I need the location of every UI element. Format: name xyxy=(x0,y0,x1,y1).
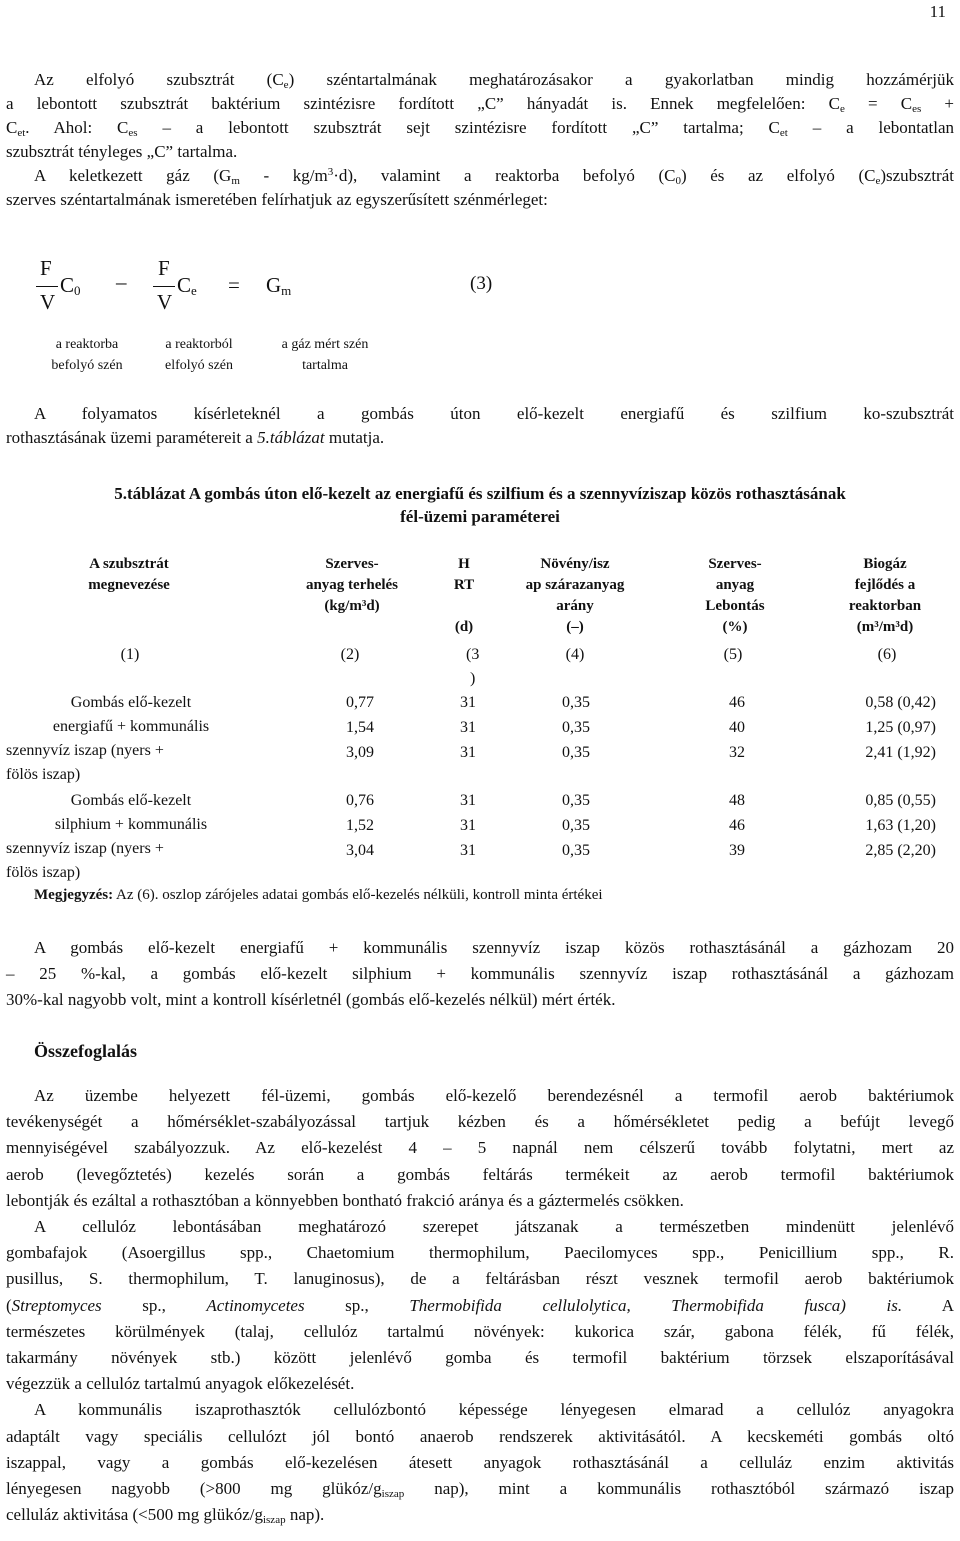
summary-line: takarmány növények stb.) között jelenlévő gomba és termofil baktérium törzsek elszaporításával xyxy=(6,1348,954,1368)
results-paragraph xyxy=(6,935,954,1013)
c0-symbol: $C_0$ xyxy=(60,273,81,298)
intro-line-5: A keletkezett gáz $(G_m - kg/m^3\cdot d)$, valamint a reaktorba befolyó $(C_0)$ és az elfolyó $(C_e)szubsztrát$ xyxy=(34,166,954,187)
cell-biogas: 1,25 (0,97) xyxy=(865,719,936,736)
equation-block xyxy=(0,256,960,386)
summary-line: A kommunális iszaprothasztók cellulózbontó képessége lényegesen elmarad a cellulóz anyagokra xyxy=(34,1400,954,1420)
label-inflow-carbon: a reaktorba befolyó szén xyxy=(51,337,123,373)
cell-organic-load: 1,52 xyxy=(346,817,374,834)
cell-degradation: 39 xyxy=(729,842,745,859)
cell-ratio: 0,35 xyxy=(562,719,590,736)
para2-line-2: rothasztásának üzemi paramétereit a 5.táblázat mutatja. xyxy=(6,428,385,447)
group2-substrate-name: Gombás elő-kezelt silphium + kommunális szennyvíz iszap (nyers + fölös iszap) xyxy=(6,792,208,881)
summary-line: gombafajok (Asoergillus spp., Chaetomium thermophilum, Paecilomyces spp., Penicillium spp., R. xyxy=(6,1243,954,1263)
summary-line: Az üzembe helyezett fél-üzemi, gombás elő-kezelő berendezésnél a termofil aerob baktériumok xyxy=(34,1086,954,1105)
cell-biogas: 2,41 (1,92) xyxy=(865,744,936,761)
cell-ratio: 0,35 xyxy=(562,792,590,809)
cell-ratio: 0,35 xyxy=(562,694,590,711)
intro-line-6: szerves széntartalmának ismeretében felírhatjuk az egyszerűsített szénmérleget: xyxy=(6,190,548,209)
summary-line: tevékenységét a hőmérséklet-szabályozással tartjuk kézben és a hőmérsékletet pedig a befújt levegő xyxy=(6,1112,954,1132)
cell-biogas: 0,85 (0,55) xyxy=(865,792,936,809)
table-group-energy-grass xyxy=(0,691,960,791)
table-reference-paragraph xyxy=(6,402,954,450)
para3-line-3: 30%-kal nagyobb volt, mint a kontroll kísérletnél (gombás elő-kezelés nélkül) mért érték. xyxy=(6,990,616,1009)
cell-ratio: 0,35 xyxy=(562,842,590,859)
group1-substrate-name: Gombás elő-kezelt energiafű + kommunális szennyvíz iszap (nyers + fölös iszap) xyxy=(6,694,210,783)
cell-hrt: 31 xyxy=(460,719,476,736)
fraction-1-numerator: F xyxy=(40,256,52,280)
fraction-1-bar xyxy=(36,286,58,287)
col-num-1: (1) xyxy=(120,646,140,663)
col-num-4: (4) xyxy=(565,646,585,663)
summary-line-species: (Streptomyces sp., Actinomycetes sp., Thermobifida cellulolytica, Thermobifida fusca) is. A xyxy=(6,1295,955,1315)
cell-biogas: 2,85 (2,20) xyxy=(865,842,936,859)
cell-degradation: 40 xyxy=(729,719,745,736)
table-caption: 5.táblázat A gombás úton elő-kezelt az energiafű és szilfium és a szennyvíziszap közös rothasztásának fél-üzemi paraméterei xyxy=(114,484,846,526)
cell-ratio: 0,35 xyxy=(562,744,590,761)
gm-symbol: $G_m$ xyxy=(266,273,292,298)
cell-degradation: 46 xyxy=(729,694,745,711)
summary-line: aerob (levegőztetés) kezelés során a gombás feltárás termékeit az aerob termofil baktériumok xyxy=(6,1164,954,1184)
col-num-3: (3 xyxy=(466,646,480,663)
cell-hrt: 31 xyxy=(460,744,476,761)
intro-line-2: a lebontott szubsztrát baktérium szintézisre fordított „C” hányadát is. Ennek megfelelően: $C_e = C_{es}$ + xyxy=(6,94,954,115)
table-group-silphium xyxy=(0,789,960,889)
summary-body xyxy=(6,1083,954,1528)
summary-line: mennyiségével szabályozzuk. Az elő-kezelést 4 – 5 napnál nem célszerű tovább folytatni, mert az xyxy=(6,1138,954,1158)
summary-line-activity-1: lényegesen nagyobb (>800 mg glükóz/$g_{iszap}$ nap), mint a kommunális rothasztóból származó iszap xyxy=(6,1479,955,1501)
cell-hrt: 31 xyxy=(460,694,476,711)
cell-degradation: 46 xyxy=(729,817,745,834)
summary-heading: Összefoglalás xyxy=(34,1041,137,1061)
cell-organic-load: 0,76 xyxy=(346,792,374,809)
fraction-1-denominator: V xyxy=(40,290,56,314)
summary-line: pusillus, S. thermophilum, T. lanuginosus), de a feltárásban részt vesznek termofil aerob baktériumok xyxy=(6,1269,954,1289)
label-outflow-carbon: a reaktorból elfolyó szén xyxy=(164,337,234,373)
fraction-2-denominator: V xyxy=(157,290,173,314)
cell-organic-load: 3,09 xyxy=(346,744,374,761)
col-num-5: (5) xyxy=(723,646,743,663)
summary-line-activity-2: celluláz aktivitása (<500 mg glükóz/$g_{iszap}$ nap). xyxy=(6,1505,325,1527)
summary-line: adaptált vagy speciális cellulózt jól bontó anaerob rendszerek aktivitásától. A kecskeméti gombás oltó xyxy=(6,1426,954,1446)
label-gas-carbon: a gáz mért szén tartalma xyxy=(281,337,369,373)
cell-hrt: 31 xyxy=(460,842,476,859)
cell-biogas: 0,58 (0,42) xyxy=(865,694,936,711)
cell-organic-load: 0,77 xyxy=(346,694,374,711)
intro-paragraph xyxy=(6,68,954,212)
cell-degradation: 32 xyxy=(729,744,745,761)
col-num-3-close: ) xyxy=(470,670,476,687)
table-note: Megjegyzés: Az (6). oszlop zárójeles adatai gombás elő-kezelés nélküli, kontroll minta értékei xyxy=(34,887,603,903)
fraction-2-bar xyxy=(153,286,175,287)
minus-sign: – xyxy=(116,270,127,294)
col-num-2: (2) xyxy=(340,646,360,663)
cell-degradation: 48 xyxy=(729,792,745,809)
equals-sign: = xyxy=(228,273,240,297)
cell-ratio: 0,35 xyxy=(562,817,590,834)
para3-line-1: A gombás elő-kezelt energiafű + kommunális szennyvíz iszap közös rothasztásánál a gázhozam 20 xyxy=(34,938,954,957)
para2-line-1: A folyamatos kísérleteknél a gombás úton elő-kezelt energiafű és szilfium ko-szubsztrát xyxy=(34,404,954,423)
cell-hrt: 31 xyxy=(460,817,476,834)
summary-line: iszappal, vagy a gombás elő-kezelésen átesett anyagok rothasztásánál a celluláz enzim aktivitás xyxy=(6,1452,954,1472)
cell-organic-load: 1,54 xyxy=(346,719,374,736)
summary-line: természetes körülmények (talaj, cellulóz tartalmú növények: kukorica szár, gabona félék, fű félék, xyxy=(6,1321,954,1341)
header-ratio: Növény/isz ap szárazanyag arány (–) xyxy=(525,556,625,635)
intro-line-3: $C_{et}$. Ahol: $C_{es}$ – a lebontott szubsztrát sejt szintézisre fordított „C” tartalma; $C_{et}$ – a lebontatlan xyxy=(6,118,954,139)
summary-line: lebontják és ezáltal a rothasztóban a könnyebben bontható frakció aránya és a gáztermelés csökken. xyxy=(6,1190,684,1210)
summary-line: A cellulóz lebontásában meghatározó szerepet játszanak a természetben mindenütt jelenlévő xyxy=(34,1217,954,1237)
ce-symbol: $C_e$ xyxy=(177,273,197,298)
header-biogas: Biogáz fejlődés a reaktorban (m³/m³d) xyxy=(848,556,922,635)
equation-number: (3) xyxy=(470,273,493,294)
para3-line-2: – 25 %-kal, a gombás elő-kezelt silphium + kommunális szennyvíz iszap rothasztásánál a gázhozam xyxy=(6,964,954,983)
header-substrate: A szubsztrát megnevezése xyxy=(88,556,170,593)
header-organic-load: Szerves- anyag terhelés (kg/m³d) xyxy=(305,556,399,614)
intro-line-4: szubsztrát tényleges „C” tartalma. xyxy=(6,142,238,161)
cell-hrt: 31 xyxy=(460,792,476,809)
summary-line: végezzük a cellulóz tartalmú anyagok előkezelését. xyxy=(6,1374,355,1394)
header-hrt: H RT (d) xyxy=(453,556,475,635)
header-degradation: Szerves- anyag Lebontás (%) xyxy=(705,556,765,635)
cell-organic-load: 3,04 xyxy=(346,842,374,859)
page-number: 11 xyxy=(929,2,946,21)
fraction-2-numerator: F xyxy=(158,256,170,280)
cell-biogas: 1,63 (1,20) xyxy=(865,817,936,834)
col-num-6: (6) xyxy=(877,646,897,663)
intro-line-1: Az elfolyó szubsztrát $(C_e)$ széntartalmának meghatározásakor a gyakorlatban mindig hozzámérjük xyxy=(34,70,954,91)
column-numbers-row xyxy=(0,643,960,691)
